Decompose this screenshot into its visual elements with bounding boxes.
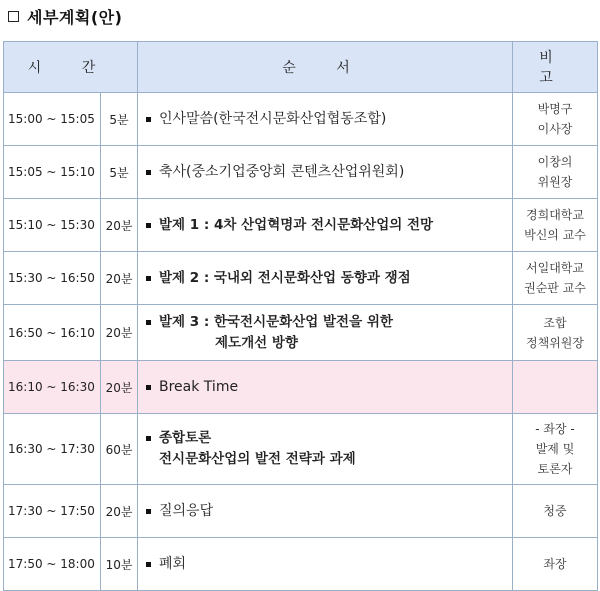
bullet-icon bbox=[146, 117, 151, 122]
note-text: - 좌장 - bbox=[535, 422, 575, 436]
table-body bbox=[4, 93, 598, 591]
schedule-table bbox=[3, 41, 598, 591]
order-text: 축사(중소기업중앙회 콘텐츠산업위원회) bbox=[159, 163, 405, 180]
time-cell: 17:50 ~ 18:00 bbox=[4, 538, 101, 591]
note-text: 박명구 bbox=[537, 102, 573, 116]
section-title bbox=[8, 4, 122, 28]
order-cell bbox=[138, 305, 513, 361]
note-cell bbox=[513, 414, 598, 485]
duration-cell: 60분 bbox=[101, 414, 138, 485]
section-title-text: 세부계획(안) bbox=[27, 7, 123, 27]
order-text: 발제 3 : 한국전시문화산업 발전을 위한 bbox=[159, 313, 393, 330]
note-cell bbox=[513, 485, 598, 538]
order-text: 발제 2 : 국내외 전시문화산업 동향과 쟁점 bbox=[159, 269, 411, 286]
time-cell: 15:10 ~ 15:30 bbox=[4, 199, 101, 252]
time-cell: 16:10 ~ 16:30 bbox=[4, 361, 101, 414]
note-text: 청중 bbox=[543, 504, 567, 518]
header-time: 시 간 bbox=[4, 42, 138, 93]
table-row bbox=[4, 93, 598, 146]
header-note: 비 고 bbox=[513, 42, 598, 93]
time-cell: 15:30 ~ 16:50 bbox=[4, 252, 101, 305]
note-cell bbox=[513, 93, 598, 146]
header-order: 순 서 bbox=[138, 42, 513, 93]
order-cell bbox=[138, 93, 513, 146]
time-cell: 16:30 ~ 17:30 bbox=[4, 414, 101, 485]
table-row bbox=[4, 305, 598, 361]
table-row bbox=[4, 485, 598, 538]
table-row bbox=[4, 361, 598, 414]
table-row bbox=[4, 252, 598, 305]
order-text: 발제 1 : 4차 산업혁명과 전시문화산업의 전망 bbox=[159, 216, 434, 233]
table-row bbox=[4, 414, 598, 485]
duration-cell: 5분 bbox=[101, 146, 138, 199]
bullet-icon bbox=[146, 320, 151, 325]
order-cell bbox=[138, 199, 513, 252]
bullet-icon bbox=[146, 436, 151, 441]
note-cell bbox=[513, 305, 598, 361]
order-text: 전시문화산업의 발전 전략과 과제 bbox=[159, 451, 356, 467]
note-cell bbox=[513, 538, 598, 591]
order-cell bbox=[138, 538, 513, 591]
order-text: 폐회 bbox=[159, 555, 187, 572]
note-text: 서일대학교 bbox=[526, 261, 584, 275]
order-text: Break Time bbox=[159, 378, 239, 395]
bullet-icon bbox=[146, 562, 151, 567]
duration-cell: 20분 bbox=[101, 485, 138, 538]
duration-cell: 20분 bbox=[101, 361, 138, 414]
note-cell bbox=[513, 199, 598, 252]
order-text: 인사말씀(한국전시문화산업협동조합) bbox=[159, 110, 387, 127]
order-cell bbox=[138, 361, 513, 414]
duration-cell: 20분 bbox=[101, 305, 138, 361]
note-text: 이사장 bbox=[537, 122, 573, 136]
order-cell bbox=[138, 414, 513, 485]
duration-cell: 5분 bbox=[101, 93, 138, 146]
note-text: 토론자 bbox=[537, 462, 573, 476]
bullet-icon bbox=[146, 223, 151, 228]
table-row bbox=[4, 199, 598, 252]
table-row bbox=[4, 538, 598, 591]
checkbox-icon bbox=[8, 11, 19, 22]
time-cell: 17:30 ~ 17:50 bbox=[4, 485, 101, 538]
note-text: 정책위원장 bbox=[526, 335, 584, 350]
note-text: 이창의 bbox=[537, 155, 573, 169]
duration-cell: 10분 bbox=[101, 538, 138, 591]
bullet-icon bbox=[146, 509, 151, 514]
order-cell bbox=[138, 146, 513, 199]
note-cell bbox=[513, 146, 598, 199]
order-text: 종합토론 bbox=[159, 430, 212, 446]
duration-cell: 20분 bbox=[101, 252, 138, 305]
duration-cell: 20분 bbox=[101, 199, 138, 252]
note-cell bbox=[513, 252, 598, 305]
bullet-icon bbox=[146, 170, 151, 175]
order-text: 제도개선 방향 bbox=[215, 334, 298, 351]
note-text: 위원장 bbox=[537, 175, 573, 189]
order-text: 질의응답 bbox=[159, 502, 214, 519]
bullet-icon bbox=[146, 276, 151, 281]
time-cell: 16:50 ~ 16:10 bbox=[4, 305, 101, 361]
note-text: 좌장 bbox=[543, 557, 567, 571]
bullet-icon bbox=[146, 385, 151, 390]
table-header-row bbox=[4, 42, 598, 93]
order-cell bbox=[138, 252, 513, 305]
note-text: 박신의 교수 bbox=[524, 228, 586, 242]
note-text: 권순판 교수 bbox=[524, 281, 586, 295]
time-cell: 15:00 ~ 15:05 bbox=[4, 93, 101, 146]
note-cell bbox=[513, 361, 598, 414]
note-text: 조합 bbox=[543, 315, 567, 330]
table-row bbox=[4, 146, 598, 199]
order-cell bbox=[138, 485, 513, 538]
note-text: 발제 및 bbox=[535, 442, 575, 456]
time-cell: 15:05 ~ 15:10 bbox=[4, 146, 101, 199]
note-text: 경희대학교 bbox=[526, 208, 584, 222]
